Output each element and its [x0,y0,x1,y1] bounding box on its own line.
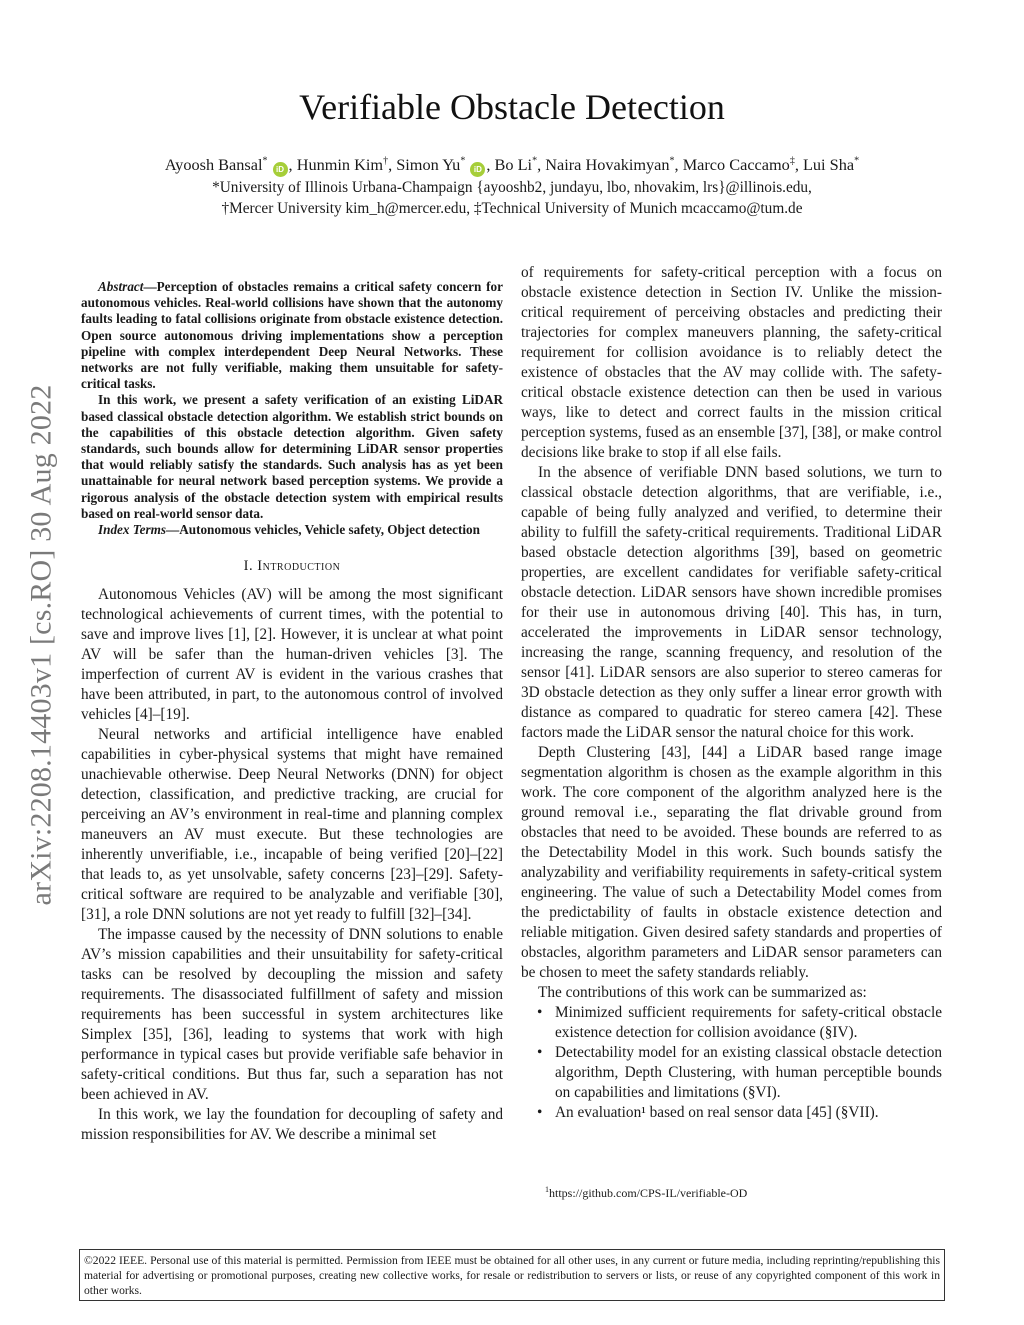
author-name: Marco Caccamo [682,155,790,174]
author-affiliation-mark: * [532,155,538,167]
author-name: Bo Li [494,155,533,174]
orcid-icon[interactable]: iD [470,162,485,177]
contributions-list [521,1003,942,1123]
list-item [521,1003,942,1043]
list-item-text: Minimized sufficient requirements for safety-critical obstacle existence detection for collision avoidance (§IV). [555,1004,942,1041]
bullet-icon: • [537,1004,543,1021]
body-paragraph: Autonomous Vehicles (AV) will be among the most significant technological achievements of current times, with the potential to save and improve lives [1], [2]. However, it is unclear at what point AV will be safer than the human-driven vehicles [3]. The imperfection of current AV is evident in the various crashes that have been attributed, in part, to the autonomous control of involved vehicles [4]–[19]. [81,586,503,724]
affiliation-line-1: *University of Illinois Urbana-Champaign {ayooshb2, jundayu, lbo, nhovakim, lrs}@illinois.edu, [212,179,812,196]
author-affiliation-mark: * [854,155,860,167]
abstract-label: Abstract [98,279,144,294]
body-paragraph: In the absence of verifiable DNN based solutions, we turn to classical obstacle detection algorithms, that are verifiable, i.e., capable of being fully analyzed and verified, to determine their ability to fulfill the safety-critical requirements. Traditional LiDAR based obstacle detection algorithms [39], based on geometric properties, are excellent candidates for verifiable safety-critical obstacle detection. LiDAR sensors have shown incredible promises for their use in autonomous driving [40]. This has, in turn, accelerated the improvements in LiDAR sensor technology, increasing the range, scanning frequency, and resolution of the sensor [41]. LiDAR sensors are also superior to stereo cameras for 3D obstacle detection as they only suffer a linear error growth with distance as compared to quadratic for stereo camera [42]. These factors made the LiDAR sensor the natural choice for this work. [521,464,942,741]
list-item [521,1103,942,1123]
section-title: Introduction [257,558,341,575]
footnote [545,1186,747,1201]
author-name: Lui Sha [802,155,855,174]
right-body [521,263,942,1003]
body-paragraph: In this work, we lay the foundation for decoupling of safety and mission responsibilities for AV. We describe a minimal set [81,1106,503,1144]
list-item-text: Detectability model for an existing classical obstacle detection algorithm, Depth Clustering, with human perceptible bounds on capabilities and limitations (§VI). [555,1044,942,1101]
affiliation-line-2: †Mercer University kim_h@mercer.edu, ‡Technical University of Munich mcaccamo@tum.de [221,200,803,217]
introduction-body [81,585,503,1145]
bullet-icon: • [537,1104,543,1121]
arxiv-id: arXiv:2208.14403v1 [cs.RO] 30 Aug 2022 [24,384,57,906]
index-terms-text: Autonomous vehicles, Vehicle safety, Object detection [179,522,480,538]
arxiv-identifier-stamp [10,345,72,945]
orcid-icon[interactable]: iD [273,162,288,177]
list-item [521,1043,942,1103]
index-terms: Index Terms—Autonomous vehicles, Vehicle safety, Object detection [98,522,480,538]
list-item-text: An evaluation¹ based on real sensor data [45] (§VII). [555,1104,879,1121]
author-name: Simon Yu [396,155,461,174]
author-affiliation-mark: † [383,155,389,167]
abstract-paragraph-1: Abstract—Perception of obstacles remains a critical safety concern for autonomous vehicles. Real-world collisions have shown that the autonomy faults leading to fatal collisions originate from obstacle existence detection. Open source autonomous driving implementations show a perception pipeline with complex interdependent Deep Neural Networks. These networks are not fully verifiable, making them unsuitable for safety-critical tasks. [81,279,503,392]
copyright-notice: ©2022 IEEE. Personal use of this material is permitted. Permission from IEEE must be obtained for all other uses, in any current or future media, including reprinting/republishing this material for advertising or promotional purposes, creating new collective works, for resale or redistribution to servers or lists, or reuse of any copyrighted component of this work in other works. [79,1249,945,1301]
footnote-link[interactable]: https://github.com/CPS-IL/verifiable-OD [549,1186,748,1200]
section-number: I. [243,558,254,575]
author-list: Ayoosh Bansal* iD , Hunmin Kim†, Simon Yu* iD , Bo Li*, Naira Hovakimyan*, Marco Caccamo‡, Lui Sha* [0,154,1024,177]
left-column [81,279,503,1145]
author-name: Ayoosh Bansal [164,155,263,174]
body-paragraph: Depth Clustering [43], [44] a LiDAR based range image segmentation algorithm is chosen as the example algorithm in this work. The core component of the algorithm analyzed here is the ground removal i.e., separating the flat drivable ground from obstacles that need to be avoided. These bounds are referred to as the Detectability Model in this work. Such bounds satisfy the analyzability and verifiability requirements in safety-critical system engineering. The value of such a Detectability Model comes from the predictability of faults in obstacle existence detection and reliable mitigation. Given desired safety standards and properties of obstacles, algorithm parameters and LiDAR sensor parameters can be chosen to meet the safety standards reliably. [521,744,942,981]
author-name: Hunmin Kim [296,155,384,174]
right-column [521,263,942,1123]
index-terms-label: Index Terms [98,522,167,538]
section-heading-introduction [81,558,503,575]
abstract-paragraph-2: In this work, we present a safety verification of an existing LiDAR based classical obstacle detection algorithm. We establish strict bounds on the capabilities of this obstacle detection algorithm. Given safety standards, such bounds allow for determining LiDAR sensor properties that would reliably satisfy the standards. Such analysis has as yet been unattainable for neural network based perception systems. We provide a rigorous analysis of the obstacle detection system with empirical results based on real-world sensor data. [81,392,503,521]
paper-title: Verifiable Obstacle Detection [299,87,725,127]
footnote-mark: 1 [545,1185,549,1194]
body-paragraph: The contributions of this work can be summarized as: [538,984,867,1001]
author-affiliation-mark: * [262,155,268,167]
author-affiliation-mark: ‡ [789,155,795,167]
abstract-text-1: Perception of obstacles remains a critical safety concern for autonomous vehicles. Real-world collisions have shown that the autonomy faults leading to fatal collisions originate from obstacle existence detection. Open source autonomous driving implementations show a perception pipeline with complex interdependent Deep Neural Networks. These networks are not fully verifiable, making them unsuitable for safety-critical tasks. [81,279,503,392]
author-affiliation-mark: * [669,155,675,167]
body-paragraph: The impasse caused by the necessity of DNN solutions to enable AV’s mission capabilities and their unsuitability for safety-critical tasks can be resolved by decoupling the mission and safety requirements. The disassociated fulfillment of safety and mission requirements has been successful in system architectures like Simplex [35], [36], leading to systems that work with high performance in typical cases but provide verifiable safe behavior in safety-critical conditions. But thus far, such a separation has not been achieved in AV. [81,926,503,1104]
bullet-icon: • [537,1044,543,1061]
author-affiliation-mark: * [460,155,466,167]
body-paragraph: of requirements for safety-critical perception with a focus on obstacle existence detection in Section IV. Unlike the mission-critical requirement of perceiving obstacles and predicting their trajectories for complex maneuvers planning, the safety-critical requirement for collision avoidance is to reliably detect the existence of obstacles that the AV may collide with. The safety-critical obstacle existence detection can then be used in various ways, like to detect and correct faults in the mission critical perception systems, fused as an ensemble [37], [38], or make control decisions like brake to stop if all else fails. [521,264,942,461]
author-name: Naira Hovakimyan [545,155,670,174]
body-paragraph: Neural networks and artificial intelligence have enabled capabilities in cyber-physical systems that might have remained unachievable otherwise. Deep Neural Networks (DNN) for object detection, classification, and predictive tracking, are crucial for perceiving an AV’s environment in real-time and planning complex maneuvers an AV must execute. But these technologies are inherently unverifiable, i.e., incapable of being verified [20]–[22] that leads to, as yet unsolvable, safety concerns [23]–[29]. Safety-critical software are required to be analyzable and verifiable [30], [31], a role DNN solutions are not yet ready to fulfill [32]–[34]. [81,726,503,924]
